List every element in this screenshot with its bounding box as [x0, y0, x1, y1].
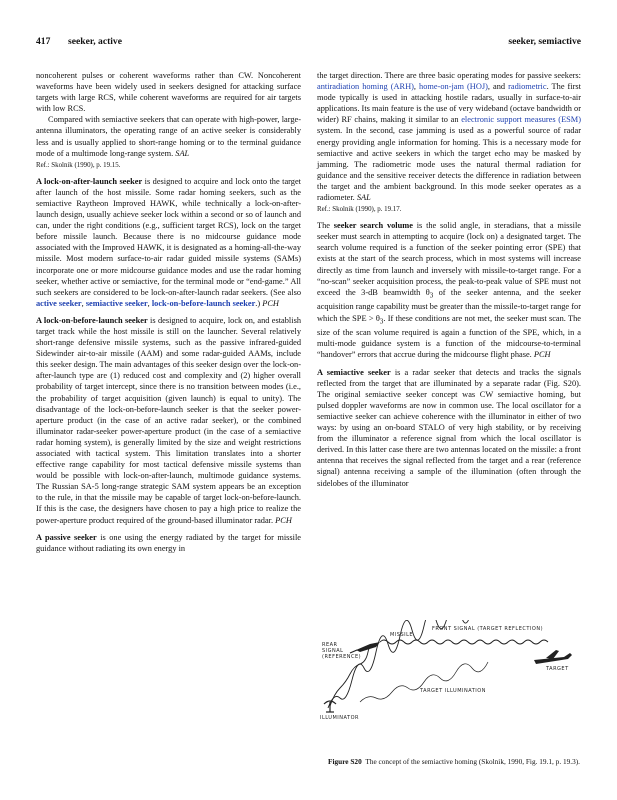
entry-lock-on-before-launch	[36, 315, 301, 526]
entry-text: is the solid angle, in steradians, that a missile seeker must search in attempting to acquire (lock on) a designated target. The search volume required is a function of the seeker pointing error (SPE) that exists at the start of the search process, which in most systems will increase directly as time from launch and inversely with missile-to-target range. For a “no-scan” seeker acquisition process, the peak-to-peak value of SPE must not exceed the 3-dB beamwidth θ	[317, 221, 582, 297]
paragraph-text: . The first mode typically is used in attacking hostile radars, usually in surface-to-air applications. Its main feature is the use of very wideband (octave bandwidth or wider) RF chains, making it similar to an	[317, 82, 581, 125]
paragraph: noncoherent pulses or coherent waveforms rather than CW. Noncoherent waveforms have been widely used in seekers designed for attacking surface targets with large RCS, while coherent waveforms are required for air targets with low RCS.	[36, 71, 301, 114]
entry-passive-seeker	[36, 532, 301, 554]
paragraph-text: system. In the second, case jamming is used as a powerful source of radar energy providing angle information for homing. This is a necessary mode for semiactive and active seekers in which the target echo may be masked by jamming. The radiometric mode uses the natural thermal radiation for guidance and the sensitive receiver detects the difference in radiation between the target and the ambient background. In this mode seeker operates as a radiometer.	[317, 126, 581, 203]
author-initials: PCH	[262, 298, 279, 308]
entry-term: A lock-on-before-launch seeker	[36, 315, 148, 325]
entry-term: A semiactive seeker	[317, 367, 391, 377]
reference: Ref.: Skolnik (1990), p. 19.15.	[36, 161, 121, 169]
label-rear-signal-1: REAR	[322, 642, 338, 648]
label-target: TARGET	[546, 666, 569, 672]
header-left-title: seeker, active	[68, 36, 122, 47]
entry-text: . If these conditions are not met, the seeker must scan. The size of the scan volume required is again a function of the SPE, which, in a multi-mode guidance system is a function of the midcourse-to-terminal “handover” errors that accrue during the midcourse flight phase.	[317, 313, 581, 360]
separator: ,	[81, 298, 86, 308]
paragraph	[36, 114, 301, 158]
figure-caption	[328, 757, 580, 767]
link-lock-on-before-launch-seeker[interactable]: lock-on-before-launch seeker	[151, 298, 256, 308]
link-home-on-jam[interactable]: home-on-jam (HOJ)	[419, 82, 488, 92]
separator: ,	[147, 298, 152, 308]
author-initials: PCH	[533, 350, 551, 360]
left-column	[36, 70, 301, 554]
separator: , and	[487, 82, 509, 92]
caption-text: The concept of the semiactive homing (Skolnik, 1990, Fig. 19.1, p. 19.3).	[365, 757, 580, 766]
target-aircraft-icon	[534, 650, 572, 664]
paragraph	[317, 70, 581, 203]
author-initials: SAL	[175, 148, 190, 158]
subscript: 3	[429, 291, 434, 300]
entry-text: is designed to acquire, lock on, and establish target track while the host missile is still on the launcher. Several relatively short-range defensive missile systems, such as the passive infrared-guided Sidewinder air-to-air missile (AAM) and some radar-guided AAMs, include this seeker design. The main advantages of this seeker design over the lock-on-after-launch type are (1) reduced cost and complexity and (2) higher overall probability of target intercept, since there is no transition between modes (i.e., the probability of target acquisition (given launch) is equal to unity). The disadvantage of the lock-on-before-launch seeker is that the seeker power-aperture product (in the case of an active radar seeker), or the combined illuminator radar-seeker power-aperture product (in the case of a semiactive radar homing system), is generally limited by the size and weight restrictions associated with tactical system. This limitation translates into a shorter effective range capability for most tactical defensive missile systems than would be possible with lock-on-after-launch, multimode guidance systems. The Russian SA-5 long-range strategic SAM system appears be an exception to the rule, in that the missile may be capable of target lock-on-before-launch. If this is the case, the designers have chosen to pay a high price to realize the power-aperture product required of the ground-based illuminator radar.	[36, 315, 301, 525]
entry-lock-on-after-launch	[36, 176, 301, 309]
label-front-signal: FRONT SIGNAL (TARGET REFLECTION)	[432, 626, 544, 632]
paragraph-text: the target direction. There are three basic operating modes for passive seekers:	[317, 71, 581, 80]
entry-term: A passive seeker	[36, 532, 97, 542]
label-illuminator: ILLUMINATOR	[320, 715, 359, 720]
semiactive-homing-diagram	[320, 620, 581, 720]
right-column	[317, 70, 581, 489]
entry-text: of the seeker antenna, and the seeker acquisition range capability must be greater than the missile-to-target range for which the SPE > θ	[317, 287, 581, 323]
link-active-seeker[interactable]: active seeker	[36, 298, 82, 308]
separator: ,	[413, 82, 420, 92]
entry-text: The	[317, 221, 334, 231]
entry-text: is designed to acquire and lock onto the target after launch of the host missile. Some radar homing seekers, such as the semiactive Raytheon Improved HAWK, while technically a lock-on-after-launch design, usually achieve seeker lock within a second or so of launch and can, under the right conditions (e.g., sufficient target RCS), lock on the target before missile launch. Because there is no midcourse guidance mode associated with the Improved HAWK, it is designated as a homing-all-the-way missile. Most modern surface-to-air radar guided missile systems (SAMs) incorporate one or more midcourse guidance modes and use the radar homing seeker, whether active or semiactive, for the terminal mode or “end-game.” All such seekers are considered to be lock-on-after-launch radar seekers. (See also	[36, 176, 301, 297]
entry-seeker-search-volume	[317, 220, 581, 360]
header-right-title: seeker, semiactive	[508, 36, 581, 47]
link-radiometric[interactable]: radiometric	[508, 82, 547, 92]
label-target-illumination: TARGET ILLUMINATION	[420, 688, 486, 694]
caption-label: Figure S20	[328, 757, 362, 766]
missile-icon	[350, 642, 380, 653]
entry-term: A lock-on-after-launch seeker	[36, 176, 143, 186]
label-rear-signal-3: (REFERENCE)	[322, 654, 362, 660]
illumination-wave-lower	[360, 662, 488, 702]
running-header	[36, 36, 581, 50]
entry-term: seeker search volume	[333, 221, 413, 231]
figure-s20-diagram	[320, 620, 581, 720]
subscript: 3	[379, 317, 384, 326]
label-missile: MISSILE	[390, 632, 414, 638]
link-antiradiation-homing[interactable]: antiradiation homing (ARH)	[317, 82, 414, 92]
entry-text: is a radar seeker that detects and tracks the signals reflected from the target that are illuminated by a separate radar (Fig. S20). The original semiactive seeker concept was CW semiactive homing, but pulsed doppler waveforms are now in common use. The local oscillator for a semiactive seeker can achieve coherence with the illuminator in either of two ways: by using an on-board STALO of very high stability, or by receiving from the illuminator a reference signal from which the local oscillator is derived. In this latter case there are two antennas located on the missile: a front antenna that receives the signal reflected from the target and a rear (reference signal) antenna receiving a sample of the illumination (often through the sidelobes of the illuminator	[317, 367, 581, 488]
link-electronic-support-measures[interactable]: electronic support measures (ESM)	[461, 115, 582, 125]
label-rear-signal-2: SIGNAL	[322, 648, 344, 654]
entry-text: is one using the energy radiated by the target for missile guidance without radiating its own energy in	[36, 532, 301, 553]
entry-semiactive-seeker	[317, 367, 581, 489]
paragraph-text: Compared with semiactive seekers that can operate with high-power, large-antenna illuminators, the operating range of an active seeker is considerably less and is usually applied to short-range homing or to the terminal guidance mode of a multimode long-range system.	[36, 115, 301, 158]
separator: .)	[255, 298, 263, 308]
link-semiactive-seeker[interactable]: semiactive seeker	[85, 298, 148, 308]
author-initials: PCH	[275, 515, 292, 525]
page-number: 417	[36, 36, 51, 47]
front-signal-wave	[380, 640, 548, 644]
illuminator-antenna-icon	[324, 701, 336, 712]
author-initials: SAL	[356, 193, 371, 203]
reference: Ref.: Skolnik (1990), p. 19.17.	[317, 206, 402, 214]
